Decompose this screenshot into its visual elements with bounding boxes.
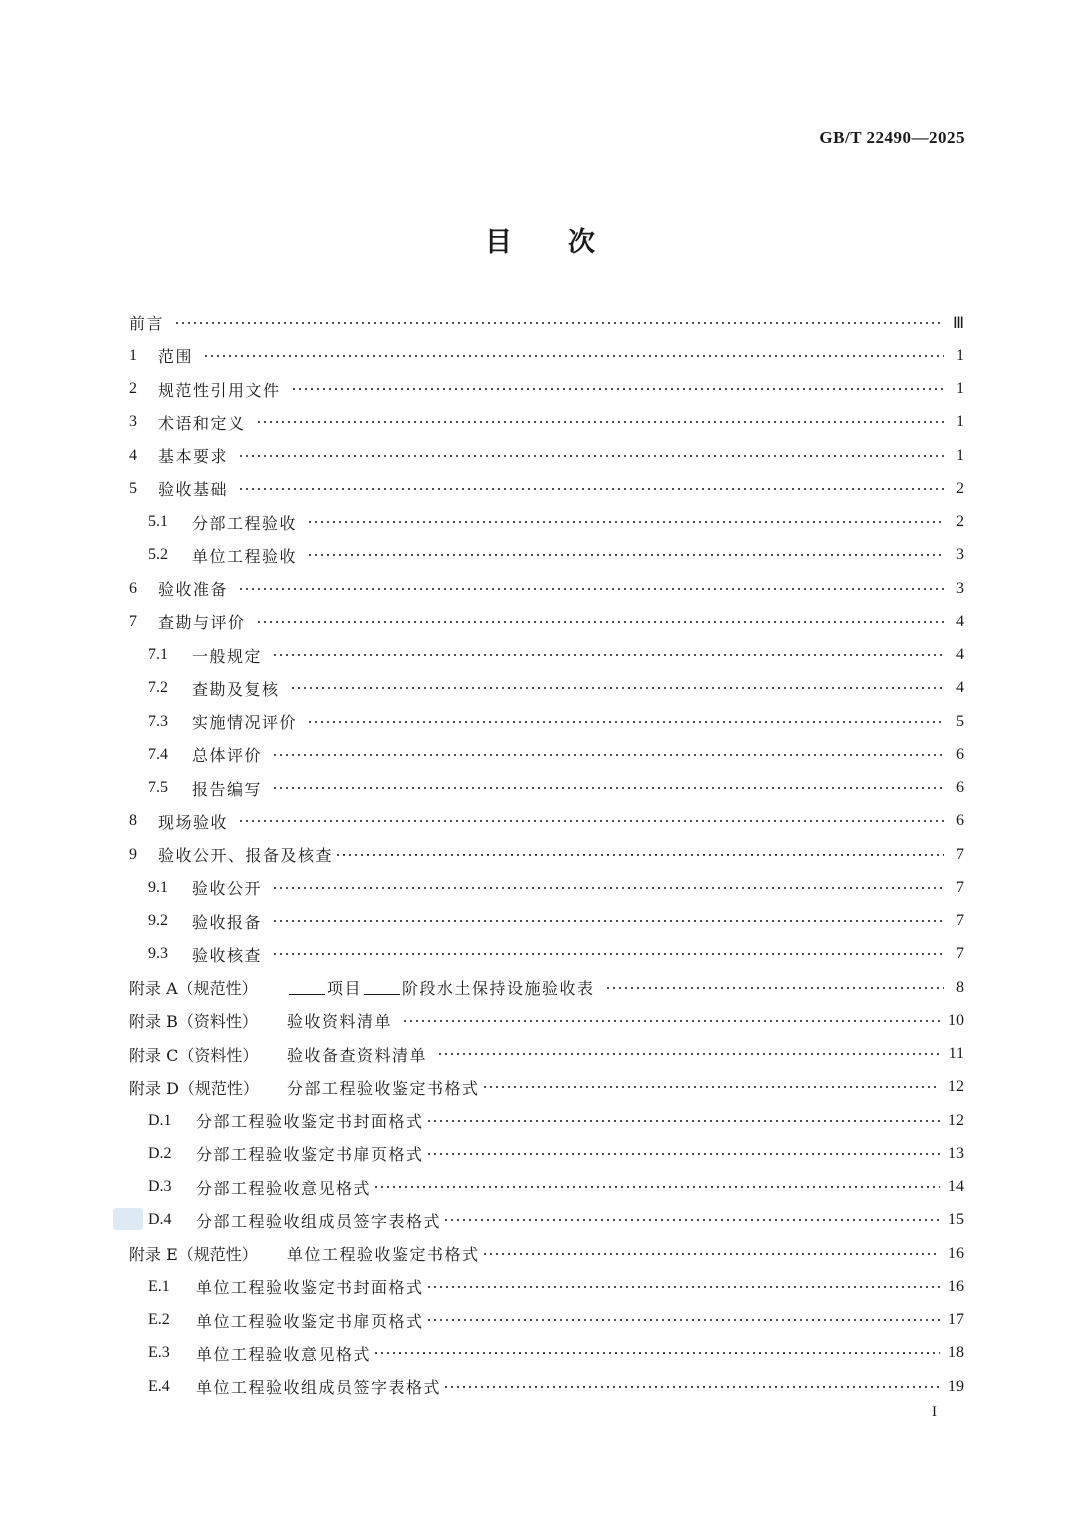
toc-entry-number: 6 bbox=[129, 579, 137, 597]
dot-leader bbox=[482, 1252, 940, 1256]
toc-entry-number: E.2 bbox=[148, 1311, 170, 1329]
toc-entry[interactable] bbox=[129, 572, 964, 605]
toc-entry-page: 1 bbox=[956, 446, 964, 464]
toc-entry-number: 9 bbox=[129, 845, 137, 863]
dot-leader bbox=[256, 620, 944, 624]
toc-entry-number: 7.1 bbox=[148, 646, 168, 664]
toc-entry-label-part-2: 阶段水土保持设施验收表 bbox=[402, 979, 595, 999]
dot-leader bbox=[238, 587, 944, 591]
toc-subentry[interactable] bbox=[129, 772, 964, 805]
dot-leader bbox=[482, 1085, 940, 1089]
toc-entry-page: 7 bbox=[956, 945, 964, 963]
toc-entry-label: 单位工程验收鉴定书封面格式 bbox=[196, 1278, 424, 1298]
dot-leader bbox=[426, 1119, 940, 1123]
toc-entry-number: 9.3 bbox=[148, 945, 168, 963]
dot-leader bbox=[373, 1185, 940, 1189]
title-char-2: 次 bbox=[568, 227, 595, 258]
toc-entry-page: 2 bbox=[956, 479, 964, 497]
toc-entry-label-part-1: 项目 bbox=[327, 979, 363, 999]
dot-leader bbox=[290, 686, 944, 690]
toc-entry[interactable] bbox=[129, 339, 964, 372]
toc-entry-page: 8 bbox=[956, 978, 964, 996]
toc-entry-label: 分部工程验收鉴定书扉页格式 bbox=[196, 1145, 424, 1165]
toc-entry-page: 7 bbox=[956, 912, 964, 930]
toc-entry-page: 14 bbox=[948, 1178, 964, 1196]
toc-entry-page: 6 bbox=[956, 779, 964, 797]
toc-entry-page: 15 bbox=[948, 1211, 964, 1229]
toc-entry-label: 验收核查 bbox=[192, 945, 263, 965]
toc-subentry[interactable] bbox=[129, 1171, 964, 1204]
toc-subentry[interactable] bbox=[129, 738, 964, 771]
toc-subentry[interactable] bbox=[129, 1204, 964, 1237]
toc-entry-label: 报告编写 bbox=[192, 779, 263, 799]
toc-entry-page: 12 bbox=[948, 1111, 964, 1129]
dot-leader bbox=[426, 1285, 940, 1289]
toc-entry-number: 7.2 bbox=[148, 679, 168, 697]
toc-subentry[interactable] bbox=[129, 672, 964, 705]
toc-subentry[interactable] bbox=[129, 1337, 964, 1370]
dot-leader bbox=[402, 1019, 940, 1023]
blank-line bbox=[364, 980, 400, 995]
title-char-1: 目 bbox=[485, 227, 512, 258]
toc-entry-page: 18 bbox=[948, 1344, 964, 1362]
toc-entry-number: 4 bbox=[129, 446, 137, 464]
toc-entry-label: 前言 bbox=[129, 314, 165, 334]
toc-entry-label: 单位工程验收组成员签字表格式 bbox=[196, 1378, 442, 1398]
toc-entry-number: 5.1 bbox=[148, 513, 168, 531]
toc-entry-page: 6 bbox=[956, 812, 964, 830]
toc-entry[interactable] bbox=[129, 406, 964, 439]
toc-entry-page: 11 bbox=[948, 1045, 964, 1063]
toc-entry-page: 7 bbox=[956, 878, 964, 896]
toc-entry-page: 19 bbox=[948, 1377, 964, 1395]
toc-subentry[interactable] bbox=[129, 938, 964, 971]
toc-entry-number: E.4 bbox=[148, 1377, 170, 1395]
watermark-logo bbox=[113, 1208, 143, 1230]
toc-entry-label: 基本要求 bbox=[158, 447, 229, 467]
appendix-prefix: 附录 B（资料性） bbox=[129, 1012, 258, 1032]
toc-entry[interactable] bbox=[129, 472, 964, 505]
toc-entry-page: 4 bbox=[956, 679, 964, 697]
dot-leader bbox=[238, 819, 944, 823]
toc-entry-number: E.1 bbox=[148, 1277, 170, 1295]
dot-leader bbox=[272, 753, 944, 757]
toc-subentry[interactable] bbox=[129, 639, 964, 672]
dot-leader bbox=[605, 986, 944, 990]
toc-subentry[interactable] bbox=[129, 905, 964, 938]
toc-entry-page: 7 bbox=[956, 845, 964, 863]
toc-entry-label: 验收公开 bbox=[192, 879, 263, 899]
dot-leader bbox=[203, 354, 944, 358]
dot-leader bbox=[335, 853, 944, 857]
toc-entry-label: 分部工程验收鉴定书格式 bbox=[287, 1078, 480, 1098]
toc-entry-label: 查勘及复核 bbox=[192, 679, 280, 699]
toc-entry-label: 单位工程验收鉴定书扉页格式 bbox=[196, 1311, 424, 1331]
toc-entry[interactable] bbox=[129, 373, 964, 406]
toc-subentry[interactable] bbox=[129, 1370, 964, 1403]
appendix-prefix: 附录 C（资料性） bbox=[129, 1045, 259, 1065]
toc-entry-label: 单位工程验收意见格式 bbox=[196, 1344, 372, 1364]
toc-entry-label: 实施情况评价 bbox=[192, 713, 298, 733]
toc-subentry[interactable] bbox=[129, 705, 964, 738]
toc-entry[interactable] bbox=[129, 805, 964, 838]
page-number: I bbox=[932, 1404, 937, 1420]
toc-entry-number: 1 bbox=[129, 346, 137, 364]
toc-entry[interactable] bbox=[129, 838, 964, 871]
toc-appendix-b[interactable] bbox=[129, 1004, 964, 1037]
toc-entry[interactable] bbox=[129, 439, 964, 472]
toc-entry-label: 验收资料清单 bbox=[287, 1012, 393, 1032]
dot-leader bbox=[174, 321, 944, 325]
toc-subentry[interactable] bbox=[129, 871, 964, 904]
toc-entry-number: D.2 bbox=[148, 1144, 172, 1162]
appendix-prefix: 附录 E（规范性） bbox=[129, 1245, 258, 1265]
appendix-prefix: 附录 D（规范性） bbox=[129, 1078, 259, 1098]
toc-entry-label: 分部工程验收组成员签字表格式 bbox=[196, 1211, 442, 1231]
toc-entry[interactable] bbox=[129, 605, 964, 638]
dot-leader bbox=[272, 886, 944, 890]
toc-entry-label: 总体评价 bbox=[192, 746, 263, 766]
toc-entry-label: 术语和定义 bbox=[158, 413, 246, 433]
toc-subentry[interactable] bbox=[129, 1304, 964, 1337]
dot-leader bbox=[307, 520, 944, 524]
toc-entry-page: 5 bbox=[956, 712, 964, 730]
toc-entry-number: 5 bbox=[129, 479, 137, 497]
toc-entry-label: 规范性引用文件 bbox=[158, 380, 281, 400]
toc-entry-number: 9.2 bbox=[148, 912, 168, 930]
toc-appendix-a[interactable] bbox=[129, 971, 964, 1004]
toc-entry-label: 查勘与评价 bbox=[158, 613, 246, 633]
toc-entry-number: D.3 bbox=[148, 1178, 172, 1196]
toc-entry-number: 3 bbox=[129, 413, 137, 431]
toc-entry-page: 3 bbox=[956, 546, 964, 564]
toc-entry-label: 分部工程验收 bbox=[192, 513, 298, 533]
toc-entry-label: 现场验收 bbox=[158, 812, 229, 832]
toc-entry-number: 7 bbox=[129, 612, 137, 630]
page-title bbox=[0, 220, 1080, 259]
toc-entry-page: 4 bbox=[956, 646, 964, 664]
toc-entry-label: 验收基础 bbox=[158, 480, 229, 500]
toc-entry-page: 6 bbox=[956, 745, 964, 763]
dot-leader bbox=[272, 653, 944, 657]
toc-entry-page: 3 bbox=[956, 579, 964, 597]
dot-leader bbox=[238, 487, 944, 491]
toc-entry-label: 分部工程验收意见格式 bbox=[196, 1178, 372, 1198]
toc-subentry[interactable] bbox=[129, 539, 964, 572]
dot-leader bbox=[307, 553, 944, 557]
toc-entry-label: 范围 bbox=[158, 347, 194, 367]
toc-appendix-c[interactable] bbox=[129, 1038, 964, 1071]
toc-entry-number: 7.3 bbox=[148, 712, 168, 730]
toc-entry-number: 7.5 bbox=[148, 779, 168, 797]
toc-entry-preface[interactable] bbox=[129, 306, 964, 339]
dot-leader bbox=[373, 1351, 940, 1355]
toc-entry-page: 1 bbox=[956, 346, 964, 364]
table-of-contents bbox=[129, 306, 964, 1403]
toc-subentry[interactable] bbox=[129, 1104, 964, 1137]
toc-entry-label: 验收报备 bbox=[192, 912, 263, 932]
dot-leader bbox=[443, 1385, 940, 1389]
dot-leader bbox=[426, 1318, 940, 1322]
toc-appendix-e[interactable] bbox=[129, 1237, 964, 1270]
dot-leader bbox=[272, 952, 944, 956]
toc-entry-page: 1 bbox=[956, 380, 964, 398]
dot-leader bbox=[426, 1152, 940, 1156]
document-code: GB/T 22490—2025 bbox=[819, 128, 965, 147]
toc-entry-number: 7.4 bbox=[148, 745, 168, 763]
toc-entry-page: 17 bbox=[948, 1311, 964, 1329]
toc-entry-number: D.4 bbox=[148, 1211, 172, 1229]
toc-entry-page: 16 bbox=[948, 1244, 964, 1262]
toc-entry-number: E.3 bbox=[148, 1344, 170, 1362]
toc-entry-page: 12 bbox=[948, 1078, 964, 1096]
toc-entry-number: 8 bbox=[129, 812, 137, 830]
toc-appendix-d[interactable] bbox=[129, 1071, 964, 1104]
toc-entry-number: D.1 bbox=[148, 1111, 172, 1129]
toc-entry-label: 单位工程验收 bbox=[192, 546, 298, 566]
toc-entry-label: 验收备查资料清单 bbox=[287, 1045, 428, 1065]
toc-entry-page: 2 bbox=[956, 513, 964, 531]
dot-leader bbox=[272, 786, 944, 790]
dot-leader bbox=[272, 919, 944, 923]
toc-entry-page: 4 bbox=[956, 612, 964, 630]
toc-entry-page: 10 bbox=[948, 1011, 964, 1029]
toc-entry-page: 13 bbox=[948, 1144, 964, 1162]
toc-subentry[interactable] bbox=[129, 506, 964, 539]
dot-leader bbox=[256, 420, 944, 424]
toc-entry-label: 一般规定 bbox=[192, 646, 263, 666]
dot-leader bbox=[443, 1218, 940, 1222]
blank-line bbox=[289, 980, 325, 995]
toc-entry-label: 单位工程验收鉴定书格式 bbox=[287, 1245, 480, 1265]
toc-entry-number: 5.2 bbox=[148, 546, 168, 564]
toc-subentry[interactable] bbox=[129, 1137, 964, 1170]
toc-entry-page: 1 bbox=[956, 413, 964, 431]
toc-entry-page: Ⅲ bbox=[952, 314, 964, 332]
toc-entry-number: 2 bbox=[129, 380, 137, 398]
toc-entry-label: 分部工程验收鉴定书封面格式 bbox=[196, 1112, 424, 1132]
toc-entry-label: 验收准备 bbox=[158, 580, 229, 600]
dot-leader bbox=[307, 720, 944, 724]
dot-leader bbox=[437, 1052, 941, 1056]
appendix-prefix: 附录 A（规范性） bbox=[129, 979, 258, 999]
toc-entry-label: 验收公开、报备及核查 bbox=[158, 846, 334, 866]
toc-entry-number: 9.1 bbox=[148, 878, 168, 896]
dot-leader bbox=[291, 387, 944, 391]
toc-subentry[interactable] bbox=[129, 1270, 964, 1303]
toc-entry-page: 16 bbox=[948, 1277, 964, 1295]
dot-leader bbox=[238, 454, 944, 458]
